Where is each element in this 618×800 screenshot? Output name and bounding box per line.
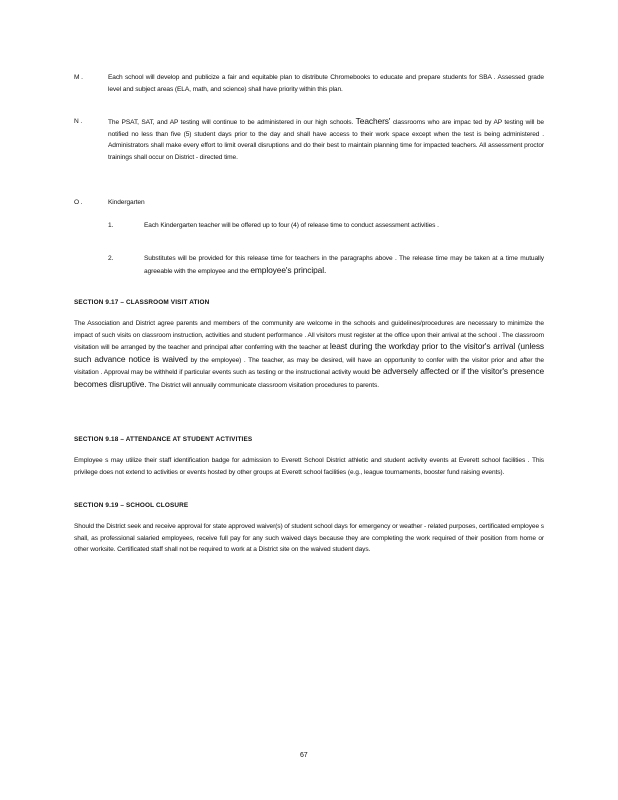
- subitem-text-emphasis: employee's principal.: [250, 264, 327, 275]
- item-marker: M .: [74, 74, 83, 81]
- item-text-part: classrooms who are impac ted by AP testing will be notified no less than five (5) student days prior to the day and shall have access to their work space except when the test is being administered . Administrators shall make every effort to limit overall disruptions and do their best to maintain planning time for impacted teachers. All assessment proctor trainings shall occur on District - directed time.: [108, 119, 544, 161]
- item-text-emphasis: Teachers': [355, 116, 391, 126]
- subitem-text: Each Kindergarten teacher will be offered up to four (4) of release time to conduct assessment activities .: [144, 222, 439, 229]
- page-number: 67: [300, 752, 308, 759]
- section-text-emphasis: be adversely affected or if the visitor's presence becomes disruptive.: [74, 366, 545, 389]
- section-text-emphasis: least during the workday prior to the visitor's arrival (unless such advance notice is waived: [74, 341, 545, 364]
- item-text-part: The PSAT, SAT, and AP testing will continue to be administered in our high schools.: [108, 119, 354, 126]
- subitem-text: [144, 253, 544, 277]
- subitem-marker: 1.: [108, 222, 114, 229]
- item-text: [108, 116, 544, 163]
- subitem-text-part: Substitutes will be provided for this release time for teachers in the paragraphs above . The release time may be taken at a time mutually agreeable with the employee and the: [144, 255, 544, 275]
- item-heading: Kindergarten: [108, 199, 145, 206]
- section-text: Employee s may utilize their staff identification badge for admission to Everett School District athletic and student activity events at Everett school facilities . This privilege does not extend to activities or events hosted by other groups at Everett school facilities (e.g., league tournaments, booster fund raising events).: [74, 457, 544, 476]
- subitem-marker: 2.: [108, 255, 114, 262]
- section-text: [74, 318, 544, 391]
- section-heading: SECTION 9.18 – ATTENDANCE AT STUDENT ACTIVITIES: [74, 436, 253, 443]
- item-text: Each school will develop and publicize a fair and equitable plan to distribute Chromebooks to educate and prepare students for SBA . Assessed grade level and subject areas (ELA, math, and science) shall have priority within this plan.: [108, 74, 544, 93]
- item-marker: N .: [74, 118, 83, 125]
- section-text: Should the District seek and receive approval for state approved waiver(s) of student school days for emergency or weather - related purposes, certificated employee s shall, as professional salaried employees, receive full pay for any such waived days because they are completing the work required of their position from home or other worksite. Certificated staff shall not be required to work at a District site on the waived student days.: [74, 523, 544, 553]
- section-heading: SECTION 9.17 – CLASSROOM VISIT ATION: [74, 299, 210, 306]
- section-text-part: by the employee) . The teacher, as may be desired, will have an opportunity to confer with the visitor prior and after the visitation . Approval may be withheld if particular events such as testing or the instructional activity would: [74, 356, 545, 376]
- section-heading: SECTION 9.19 – SCHOOL CLOSURE: [74, 502, 189, 509]
- section-text-part: The Association and District agree parents and members of the community are welcome in the schools and guidelines/procedures are necessary to minimize the impact of such visits on classroom instruction, activities and student performance . All visitors must register at the office upon their arrival at the school . The classroom visitation will be arranged by the teacher and principal after conferring with the teacher at: [74, 320, 544, 351]
- section-text-part: The District will annually communicate classroom visitation procedures to parents.: [148, 381, 379, 389]
- item-marker: O .: [74, 199, 83, 206]
